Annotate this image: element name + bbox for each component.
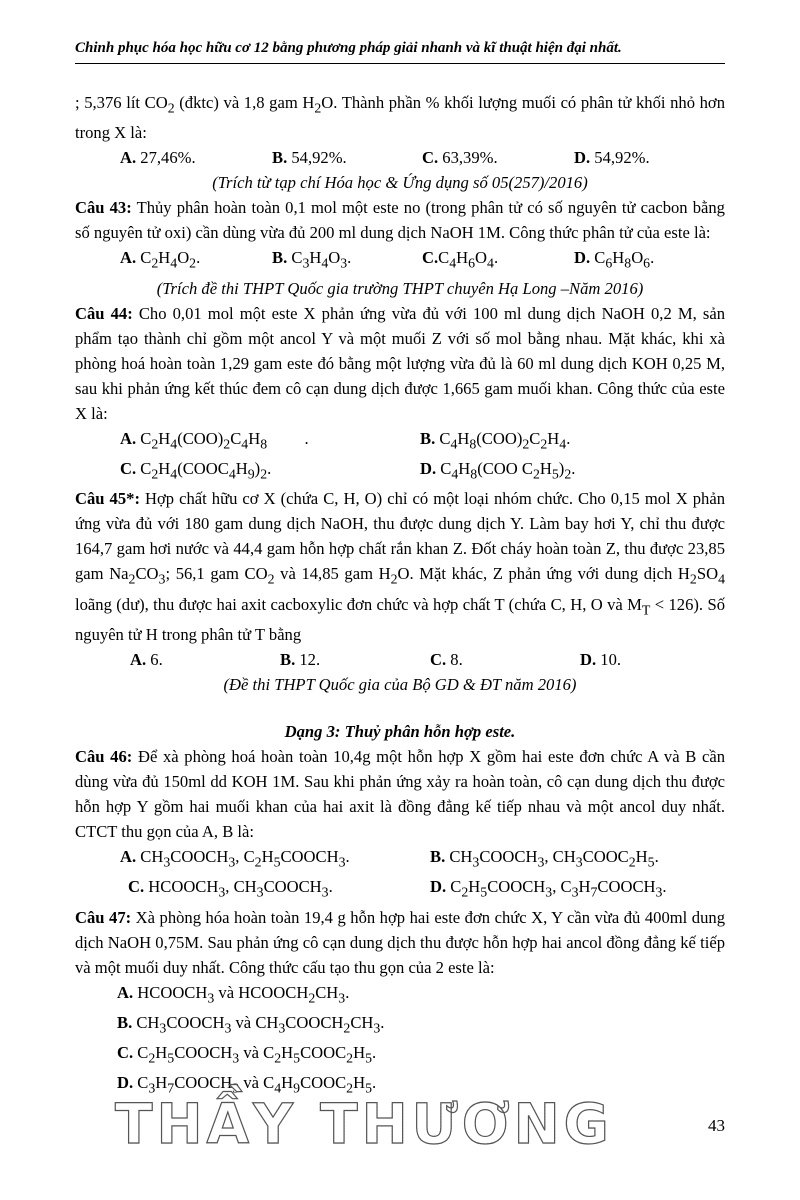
option-d: D. 10.: [580, 649, 622, 669]
option-c: $C.C_4H_6O_4$.: [422, 248, 499, 271]
page-footer: [75, 1092, 725, 1156]
option-c: C. $C_2H_4(COOC_4H_9)_2$.: [120, 458, 272, 482]
section-title: Dạng 3: Thuỷ phân hỗn hợp este.: [284, 721, 516, 741]
question-47: [75, 905, 725, 980]
q43-source: (Trích đề thi THPT Quốc gia trường THPT chuyên Hạ Long –Năm 2016): [156, 278, 644, 298]
q45-options: [75, 647, 725, 672]
intro-text: ; 5,376 lít $CO_2$ (đktc) và 1,8 gam $H_2O$. Thành phần % khối lượng muối có phân tử khối nhỏ hơn trong X là:: [75, 93, 725, 143]
question-label: Câu 44:: [75, 303, 133, 323]
watermark: THẦY THƯƠNG: [115, 1092, 613, 1156]
page-header: Chinh phục hóa học hữu cơ 12 bằng phương pháp giải nhanh và kĩ thuật hiện đại nhất.: [75, 40, 725, 64]
option-d: D. $C_3H_7COOCH_3$ và $C_4H_9COOC_2H_5$.: [117, 1073, 377, 1096]
question-label: Câu 47:: [75, 907, 132, 927]
option-b: B. $C_3H_4O_3$.: [272, 248, 352, 271]
intro-source: (Trích từ tạp chí Hóa học & Ứng dụng số 05(257)/2016): [212, 173, 588, 193]
option-b: B. $C_4H_8(COO)_2C_2H_4$.: [420, 428, 571, 451]
q44-options: [75, 426, 725, 487]
question-text: Hợp chất hữu cơ X (chứa C, H, O) chỉ có một loại nhóm chức. Cho 0,15 mol X phản ứng vừa đủ với 180 gam dung dịch NaOH, thu được dung dịch Y. Làm bay hơi Y, chỉ thu được 164,7 gam hơi nước và 44,4 gam hỗn hợp chất rắn khan Z. Đốt cháy hoàn toàn Z, thu được 23,85 gam $Na_2CO_3$; 56,1 gam $CO_2$ và 14,85 gam $H_2O$. Mặt khác, Z phản ứng với dung dịch $H_2SO_4$ loãng (dư), thu được hai axit cacboxylic đơn chức và hợp chất T (chứa C, H, O và $M_T < 126$). Số nguyên tử H trong phân tử T bằng: [75, 489, 725, 644]
option-a: A. 27,46%.: [120, 148, 196, 168]
question-text: Để xà phòng hoá hoàn toàn 10,4g một hỗn hợp X gồm hai este đơn chức A và B cần dùng vừa đủ 150ml dd KOH 1M. Sau khi phản ứng xảy ra hoàn toàn, cô cạn dung dịch thu được hỗn hợp Y gồm hai muối khan của hai axit là đồng đẳng kế tiếp nhau và một ancol duy nhất. CTCT thu gọn của A, B là:: [75, 746, 725, 841]
page-number: 43: [708, 1116, 725, 1135]
page-content: [75, 90, 725, 1101]
option-b: B. 54,92%.: [272, 148, 347, 168]
q43-options: [75, 245, 725, 275]
question-label: Câu 43:: [75, 198, 132, 218]
option-c: C. 63,39%.: [422, 148, 498, 168]
intro-options: [75, 145, 725, 170]
option-b: B. $CH_3COOCH_3$, $CH_3COOC_2H_5$.: [430, 846, 659, 870]
q46-options: [75, 844, 725, 905]
option-a: A. $C_2H_4(COO)_2C_4H_8$ .: [120, 428, 309, 451]
q45-source: (Đề thi THPT Quốc gia của Bộ GD & ĐT năm 2016): [223, 674, 577, 694]
option-a: A. $CH_3COOCH_3$, $C_2H_5COOCH_3$.: [120, 846, 350, 870]
option-a: A. 6.: [130, 649, 163, 669]
option-d: D. $C_4H_8(COO$ $C_2H_5)_2$.: [420, 458, 576, 482]
option-d: D. $C_6H_8O_6$.: [574, 248, 655, 271]
question-label: Câu 45*:: [75, 489, 140, 509]
option-c: C. $HCOOCH_3$, $CH_3COOCH_3$.: [128, 877, 333, 900]
question-46: [75, 744, 725, 844]
question-44: [75, 301, 725, 426]
option-c: C. $C_2H_5COOCH_3$ và $C_2H_5COOC_2H_5$.: [117, 1043, 377, 1066]
option-a: A. $C_2H_4O_2$.: [120, 248, 201, 271]
option-d: D. 54,92%.: [574, 148, 650, 168]
question-45: [75, 486, 725, 647]
option-c: C. 8.: [430, 649, 463, 669]
question-label: Câu 46:: [75, 746, 133, 766]
option-d: D. $C_2H_5COOCH_3$, $C_3H_7COOCH_3$.: [430, 877, 667, 900]
option-b: B. 12.: [280, 649, 321, 669]
question-text: Cho 0,01 mol một este X phản ứng vừa đủ với 100 ml dung dịch NaOH 0,2 M, sản phẩm tạo thành chỉ gồm một ancol Y và một muối Z với số mol bằng nhau. Mặt khác, khi xà phòng hoá hoàn toàn 1,29 gam este đó bằng một lượng vừa đủ là 60 ml dung dịch KOH 0,25 M, sau khi phản ứng kết thúc đem cô cạn dung dịch được 1,665 gam muối khan. Công thức của este X là:: [75, 303, 726, 423]
option-a: A. $HCOOCH_3$ và $HCOOCH_2CH_3$.: [117, 982, 350, 1005]
option-b: B. $CH_3COOCH_3$ và $CH_3COOCH_2CH_3$.: [117, 1012, 385, 1036]
question-43: [75, 195, 725, 245]
question-text: Thủy phân hoàn toàn 0,1 mol một este no (trong phân tử có số nguyên tử cacbon bằng số nguyên tử oxi) cần dùng vừa đủ 200 ml dung dịch NaOH 1M. Công thức phân tử của este là:: [75, 198, 725, 243]
question-text: Xà phòng hóa hoàn toàn 19,4 g hỗn hợp hai este đơn chức X, Y cần vừa đủ 400ml dung dịch NaOH 0,75M. Sau phản ứng cô cạn dung dịch thu được hỗn hợp hai ancol đồng đẳng kế tiếp và một muối duy nhất. Công thức cấu tạo thu gọn của 2 este là:: [75, 907, 725, 977]
